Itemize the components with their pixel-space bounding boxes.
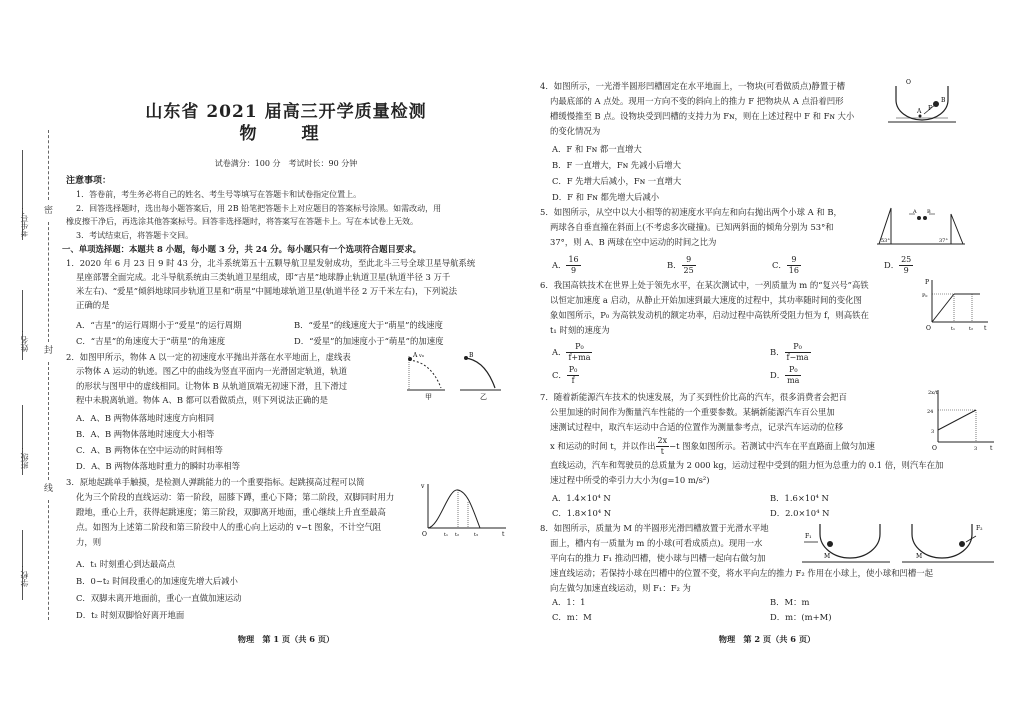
seal-char-mi: 密 (44, 206, 54, 216)
q6-stem: 象如图所示，P₀ 为高铁发动机的额定功率，启动过程中高铁所受阻力恒为 f，则高铁在 (550, 310, 869, 320)
q1-stem: 正确的是 (76, 300, 110, 310)
q2-option-a: A．A、B 两物体落地时速度方向相同 (76, 413, 215, 423)
seal-char-xian: 线 (44, 484, 54, 494)
q5-figure (875, 202, 967, 248)
q4-option-a: A．F 和 Fɴ 都一直增大 (552, 144, 642, 154)
q7-stem-line4: x 和运动的时间 t，并以作出 $\frac{2x}{t}$ −t 图象如图所示。若测试中汽车在平直路面上做匀加速 (550, 436, 875, 456)
q8-stem: 速直线运动；若保持小球在凹槽中的位置不变，将水平向左的推力 F₂ 作用在小球上，使小球和凹槽一起 (550, 568, 933, 578)
q3-tick-t1: t₁ (444, 532, 449, 538)
name-label: 姓名： (20, 328, 29, 352)
q8-option-d: D．m：(m+M) (770, 612, 832, 622)
q4-option-b: B．F 一直增大，Fɴ 先减小后增大 (552, 160, 682, 170)
q3-stem: 点。如图为上述第二阶段和第三阶段中人的重心向上运动的 v−t 图象，不计空气阻 (76, 522, 382, 532)
class-label: 班级： (20, 445, 29, 469)
q1-option-a: A．“吉星”的运行周期小于“爱星”的运行周期 (76, 320, 242, 330)
q5-stem: 5．如图所示，从空中以大小相等的初速度水平向左和向右抛出两个小球 A 和 B， (540, 207, 842, 217)
q3-option-b: B．0~t₂ 时间段重心的加速度先增大后减小 (76, 576, 238, 586)
q1-stem: 星座部署全面完成。北斗导航系统由三类轨道卫星组成，即“吉星”地球静止轨道卫星(轨道半径 3 万千 (76, 272, 451, 282)
q6-tick-t2: t₂ (969, 326, 974, 332)
exam-meta: 试卷满分：100 分 考试时长：90 分钟 (214, 159, 358, 168)
page-right (532, 0, 1002, 724)
q5-option-d: D． $\frac{25}{9}$ (884, 255, 912, 275)
q6-axis-p: P (925, 279, 930, 286)
q2-stem: 2．如图甲所示，物体 A 以一定的初速度水平抛出并落在水平地面上，虚线表 (66, 352, 351, 362)
q7-tick-3-x: 3 (974, 446, 978, 452)
q8-figure (800, 516, 996, 566)
q3-option-c: C．双脚未离开地面前，重心一直做加速运动 (76, 593, 242, 603)
q3-axis-t: t (502, 531, 505, 538)
q8-option-c: C．m：M (552, 612, 592, 622)
q3-vt-graph (418, 480, 510, 538)
q8-fig-label-f1: F₁ (805, 533, 812, 540)
q6-stem: 以恒定加速度 a 启动，从静止开始加速到最大速度的过程中，其功率随时间的变化图 (550, 295, 862, 305)
q7-axis-origin: O (932, 445, 937, 452)
q6-axis-t: t (984, 325, 987, 332)
q8-stem: 8．如图所示，质量为 M 的半圆形光滑凹槽放置于光滑水平地 (540, 523, 769, 533)
note-item: 3．考试结束后，将答题卡交回。 (76, 231, 194, 240)
q7-axis-y: 2x/t (928, 390, 938, 396)
q5-fig-angle-37: 37° (939, 238, 948, 244)
q7-axis-t: t (990, 445, 993, 452)
q6-axis-origin: O (926, 325, 931, 332)
q3-stem: 蹬地，重心上升，获得起跳速度；第三阶段，双脚离开地面，重心继续上升直至最高 (76, 507, 386, 517)
q2-fig-label-jia: 甲 (425, 393, 432, 400)
q2-option-c: C．A、B 两物体在空中运动的时间相等 (76, 445, 223, 455)
dashed-line (48, 222, 49, 342)
q7-option-b: B．1.6×10⁴ N (770, 493, 829, 503)
q4-stem: 4．如图所示，一光滑半圆形凹槽固定在水平地面上，一物块(可看做质点)静置于槽 (540, 81, 845, 91)
q8-option-b: B．M：m (770, 597, 810, 607)
footer-page-2: 物理 第 2 页（共 6 页） (718, 634, 816, 644)
q6-option-a: A． $\frac{\text{P₀}}{f+ma}$ (552, 342, 591, 362)
q5-fig-angle-53: 53° (881, 238, 890, 244)
q7-stem: 公里加速的时间作为衡量汽车性能的一个重要参数。某辆新能源汽车百公里加 (550, 407, 835, 417)
q8-fig-label-m1: M (824, 553, 831, 560)
q8-stem: 向左做匀加速直线运动，则 F₁：F₂ 为 (550, 583, 691, 593)
q7-tick-24: 24 (927, 409, 934, 415)
q3-tick-t2: t₂ (455, 532, 460, 538)
q8-option-a: A．1：1 (552, 597, 586, 607)
note-item: 2．回答选择题时，选出每小题答案后，用 2B 铅笔把答题卡上对应题目的答案标号涂黑。如需改动，用 (76, 204, 442, 213)
q7-graph (926, 386, 998, 452)
q7-stem: 速过程中所受的牵引力大小为(g=10 m/s²) (550, 475, 710, 485)
q1-option-b: B．“爱星”的线速度大于“萌星”的线速度 (294, 320, 443, 330)
q4-fig-label-f: F (928, 105, 933, 112)
q8-stem: 面上，槽内有一质量为 m 的小球(可看成质点)。现用一水 (550, 538, 763, 548)
q7-tick-3: 3 (931, 429, 935, 435)
q4-stem: 槽缓慢推至 B 点。设物块受到凹槽的支持力为 Fɴ，则在上述过程中 F 和 Fɴ 大小 (550, 111, 855, 121)
q7-stem: 直线运动，汽车和驾驶员的总质量为 2 000 kg，运动过程中受到的阻力恒为总重力的 0.1 倍，则汽车在加 (550, 460, 944, 470)
q2-fig-label-v0: v₀ (419, 353, 424, 359)
q7-option-d: D．2.0×10⁴ N (770, 508, 830, 518)
q4-stem: 的变化情况为 (550, 126, 601, 136)
q4-option-d: D．F 和 Fɴ 都先增大后减小 (552, 192, 660, 202)
q2-figure (405, 350, 505, 400)
q7-option-a: A．1.4×10⁴ N (552, 493, 611, 503)
exam-title: 山东省 2021 届高三开学质量检测 (145, 102, 427, 122)
q8-stem: 平向右的推力 F₁ 推动凹槽，使小球与凹槽一起向右做匀加 (550, 553, 766, 563)
binding-strip (0, 0, 60, 724)
q6-tick-p0: P₀ (922, 293, 928, 299)
q3-axis-v: v (421, 483, 425, 490)
dashed-line (48, 130, 49, 200)
q7-stem: 7．随着新能源汽车技术的快速发展，为了买到性价比高的汽车，很多消费者会把百 (540, 392, 847, 402)
q2-stem: 程中未脱离轨道。物体 A、B 都可以看做质点，则下列说法正确的是 (76, 395, 329, 405)
section-heading: 一、单项选择题：本题共 8 小题，每小题 3 分，共 24 分。每小题只有一个选项符合题目要求。 (62, 244, 422, 254)
q1-option-c: C．“吉星”的角速度大于“萌星”的角速度 (76, 336, 226, 346)
q3-option-d: D．t₂ 时刻双脚恰好离开地面 (76, 610, 185, 620)
q7-option-c: C．1.8×10⁴ N (552, 508, 612, 518)
footer-page-1: 物理 第 1 页（共 6 页） (237, 634, 335, 644)
q3-stem: 化为三个阶段的直线运动：第一阶段，屈膝下蹲，重心下降；第二阶段，双脚同时用力 (76, 492, 395, 502)
q1-option-d: D．“爱星”的加速度小于“萌星”的加速度 (294, 336, 444, 346)
school-label: 学校： (20, 563, 29, 587)
q4-option-c: C．F 先增大后减小，Fɴ 一直增大 (552, 176, 682, 186)
q6-option-d: D． $\frac{\text{P₀}}{ma}$ (770, 365, 800, 385)
q6-option-b: B． $\frac{\text{P₀}}{f-ma}$ (770, 342, 809, 362)
q8-fig-label-m2: M (916, 553, 923, 560)
exam-number-label: 考生号： (20, 205, 29, 237)
q6-tick-t1: t₁ (951, 326, 956, 332)
q6-stem: t₁ 时刻的速度为 (550, 325, 610, 335)
q3-axis-origin: O (422, 531, 427, 538)
q5-option-a: A． $\frac{16}{9}$ (552, 255, 579, 275)
q6-stem: 6．我国高铁技术在世界上处于领先水平，在某次测试中，一列质量为 m 的“复兴号”高铁 (540, 280, 869, 290)
q5-stem: 37°，则 A、B 两球在空中运动的时间之比为 (550, 237, 717, 247)
exam-subject: 物 理 (239, 124, 333, 144)
q2-stem: 示物体 A 运动的轨迹。图乙中的曲线为竖直平面内一光滑固定轨道，轨道 (76, 366, 347, 376)
seal-char-feng: 封 (44, 346, 54, 356)
q7-stem: 速测试过程中，取汽车运动中合适的位置作为测量参考点，记录汽车运动的位移 (550, 422, 844, 432)
notes-heading: 注意事项： (66, 176, 112, 186)
q5-fig-label-b: B (927, 209, 931, 215)
q2-option-d: D．A、B 两物体落地时重力的瞬时功率相等 (76, 461, 240, 471)
q3-stem: 3．原地起跳单手触摸，是检测人弹跳能力的一个重要指标。起跳摸高过程可以简 (66, 477, 365, 487)
q3-stem: 力，则 (76, 537, 102, 547)
q2-option-b: B．A、B 两物体落地时速度大小相等 (76, 429, 215, 439)
q4-fig-label-o: O (906, 79, 911, 86)
q6-pt-graph (922, 276, 992, 332)
dashed-line (48, 362, 49, 480)
note-item: 1．答卷前，考生务必将自己的姓名、考生号等填写在答题卡和试卷指定位置上。 (76, 190, 362, 199)
q3-tick-t3: t₃ (474, 532, 479, 538)
q4-fig-label-a: A (917, 108, 922, 115)
q5-option-c: C． $\frac{9}{16}$ (772, 255, 799, 275)
q5-fig-label-a: A (913, 209, 917, 215)
q4-stem: 内最底部的 A 点处。现用一方向不变的斜向上的推力 F 把物块从 A 点沿着凹形 (550, 96, 844, 106)
q5-stem: 两球各自垂直撞在斜面上(不考虑多次碰撞)。已知两斜面的倾角分别为 53°和 (550, 222, 834, 232)
q2-fig-label-yi: 乙 (480, 393, 487, 400)
q8-fig-label-f2: F₂ (976, 525, 983, 532)
q3-option-a: A．t₁ 时刻重心到达最高点 (76, 559, 176, 569)
q2-fig-label-b: B (469, 352, 474, 359)
dashed-line (48, 500, 49, 620)
page-left (62, 0, 510, 724)
q2-stem: 的形状与图甲中的虚线相同。让物体 B 从轨道顶端无初速下滑，且下滑过 (76, 381, 348, 391)
q6-option-c: C． $\frac{\text{P₀}}{f}$ (552, 365, 578, 385)
q4-figure (886, 78, 958, 126)
q1-stem: 1．2020 年 6 月 23 日 9 时 43 分，北斗系统第五十五颗导航卫星发射成功，至此北斗三号全球卫星导航系统 (66, 258, 476, 268)
q1-stem: 米左右)、“爱星”倾斜地球同步轨道卫星和“萌星”中圆地球轨道卫星(轨道半径 2 万千米左右)，下列说法 (76, 286, 457, 296)
note-item: 橡皮擦干净后，再选涂其他答案标号。回答非选择题时，将答案写在答题卡上。写在本试卷上无效。 (66, 217, 418, 226)
q2-fig-label-a: A (413, 352, 418, 359)
q5-option-b: B． $\frac{9}{25}$ (667, 255, 694, 275)
q4-fig-label-b: B (941, 97, 946, 104)
